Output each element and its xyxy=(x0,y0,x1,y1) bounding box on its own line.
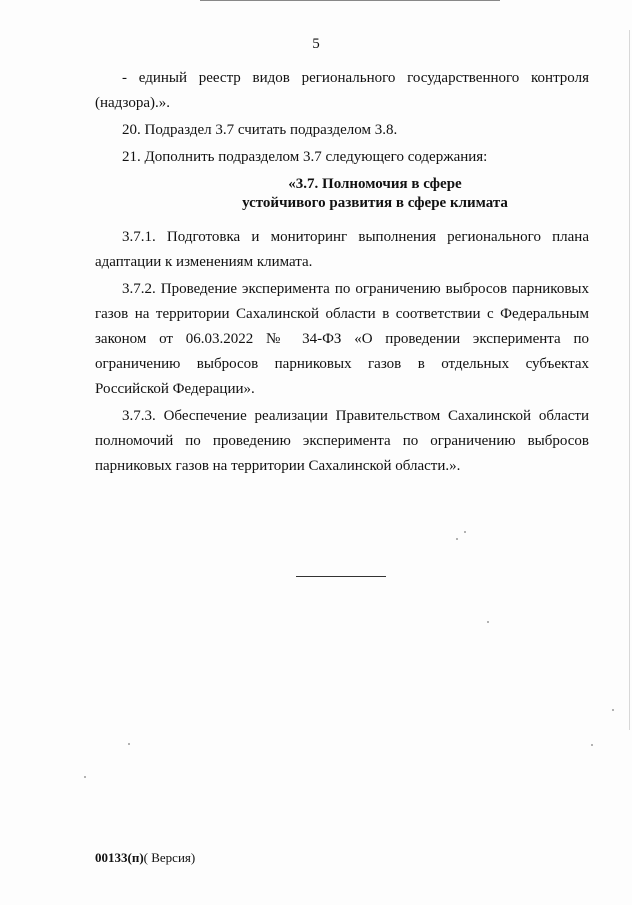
paragraph-item-21: 21. Дополнить подразделом 3.7 следующего содержания: xyxy=(122,149,488,165)
scan-speck xyxy=(456,538,458,540)
footer-code: 00133(п) xyxy=(95,850,144,865)
end-separator-line xyxy=(296,576,386,577)
paragraph-3-7-3: 3.7.3. Обеспечение реализации Правительством Сахалинской области полномочий по проведению эксперимента по ограничению выбросов парниковых газов на территории Сахалинской области.». xyxy=(95,408,589,474)
footer-suffix: ( Версия) xyxy=(143,850,196,865)
paragraph-registry-item: - единый реестр видов регионального государственного контроля (надзора).». xyxy=(95,70,589,111)
footer-version-code xyxy=(95,850,195,866)
scan-speck xyxy=(464,531,466,533)
section-heading xyxy=(95,175,589,213)
scan-speck xyxy=(591,744,593,746)
scan-right-edge-line xyxy=(629,30,630,730)
scan-top-edge-line xyxy=(200,0,500,1)
section-heading-line-1: «3.7. Полномочия в сфере xyxy=(288,176,462,192)
scan-speck xyxy=(84,776,86,778)
scan-speck xyxy=(128,743,130,745)
scan-speck xyxy=(612,709,614,711)
paragraph-3-7-2: 3.7.2. Проведение эксперимента по ограничению выбросов парниковых газов на территории Сахалинской области в соответствии с Федеральным законом от 06.03.2022 № 34-ФЗ «О проведении эксперимента по ограничению выбросов парниковых газов в отдельных субъектах Российской Федерации». xyxy=(95,281,589,397)
scan-speck xyxy=(487,621,489,623)
document-body xyxy=(95,66,589,479)
paragraph-item-20: 20. Подраздел 3.7 считать подразделом 3.8. xyxy=(122,122,398,138)
page-number: 5 xyxy=(312,36,320,52)
section-heading-line-2: устойчивого развития в сфере климата xyxy=(242,195,508,211)
paragraph-3-7-1: 3.7.1. Подготовка и мониторинг выполнения регионального плана адаптации к изменениям климата. xyxy=(95,229,589,270)
